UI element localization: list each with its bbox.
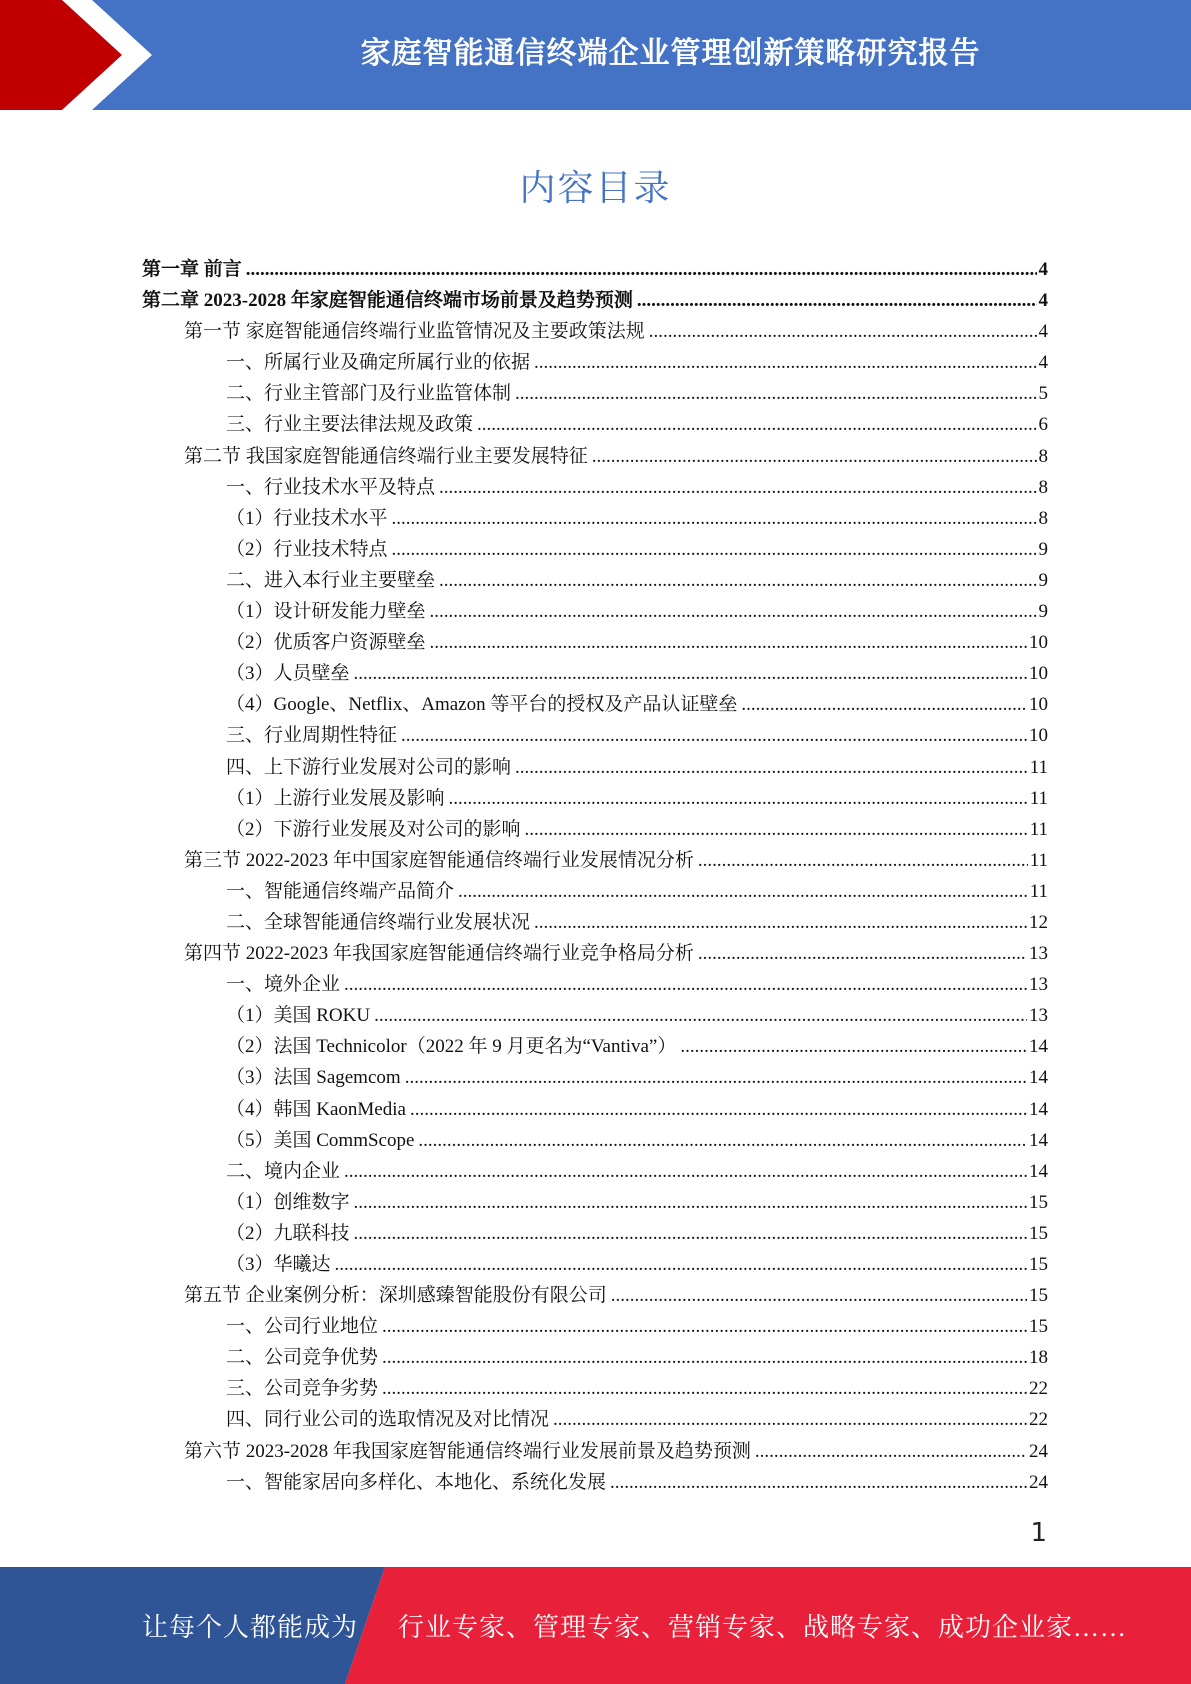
toc-entry-page: 9 <box>1038 601 1048 623</box>
toc-entry-label: 二、进入本行业主要壁垒 <box>226 569 436 591</box>
toc-entry[interactable] <box>142 1249 1048 1280</box>
toc-dot-leader <box>344 969 1027 1000</box>
toc-entry-label: （1）设计研发能力壁垒 <box>226 601 426 623</box>
toc-entry[interactable] <box>142 689 1048 720</box>
toc-entry-label: 一、境外企业 <box>226 974 341 996</box>
toc-heading: 内容目录 <box>519 168 672 209</box>
toc-entry-label: 第三节 2022-2023 年中国家庭智能通信终端行业发展情况分析 <box>184 849 694 871</box>
toc-dot-leader <box>382 1311 1027 1342</box>
toc-dot-leader <box>439 565 1036 596</box>
toc-dot-leader <box>755 1436 1027 1467</box>
toc-dot-leader <box>515 378 1036 409</box>
footer-slogan-left: 让每个人都能成为 <box>142 1613 359 1642</box>
toc-entry[interactable] <box>142 907 1048 938</box>
toc-entry-page: 5 <box>1038 383 1048 405</box>
toc-dot-leader <box>637 285 1037 316</box>
toc-entry-page: 22 <box>1029 1409 1048 1431</box>
toc-dot-leader <box>649 316 1037 347</box>
toc-entry-label: （3）人员壁垒 <box>226 663 350 685</box>
toc-dot-leader <box>680 1031 1027 1062</box>
toc-dot-leader <box>525 814 1028 845</box>
toc-entry[interactable] <box>142 1062 1048 1093</box>
toc-entry-page: 11 <box>1029 787 1048 809</box>
toc-entry-label: 第一节 家庭智能通信终端行业监管情况及主要政策法规 <box>184 321 645 343</box>
toc-entry[interactable] <box>142 1094 1048 1125</box>
toc-entry[interactable] <box>142 472 1048 503</box>
toc-entry-label: （4）Google、Netflix、Amazon 等平台的授权及产品认证壁垒 <box>226 694 738 716</box>
toc-entry-label: （1）创维数字 <box>226 1191 350 1213</box>
toc-entry[interactable] <box>142 378 1048 409</box>
toc-dot-leader <box>698 845 1028 876</box>
toc-entry-page: 15 <box>1029 1316 1048 1338</box>
toc-dot-leader <box>477 409 1036 440</box>
toc-dot-leader <box>449 783 1028 814</box>
toc-dot-leader <box>592 441 1037 472</box>
toc-entry[interactable] <box>142 503 1048 534</box>
toc-entry-label: （3）法国 Sagemcom <box>226 1067 401 1089</box>
toc-dot-leader <box>553 1404 1027 1435</box>
toc-entry-label: （2）九联科技 <box>226 1222 350 1244</box>
toc-entry-page: 11 <box>1029 880 1048 902</box>
toc-entry-label: 第四节 2022-2023 年我国家庭智能通信终端行业竞争格局分析 <box>184 943 694 965</box>
toc-entry-page: 11 <box>1029 849 1048 871</box>
report-title: 家庭智能通信终端企业管理创新策略研究报告 <box>360 36 981 71</box>
toc-entry[interactable] <box>142 720 1048 751</box>
toc-entry[interactable] <box>142 1218 1048 1249</box>
toc-entry-label: 三、公司竞争劣势 <box>226 1378 379 1400</box>
toc-entry-page: 15 <box>1029 1191 1048 1213</box>
toc-dot-leader <box>534 347 1036 378</box>
toc-entry[interactable] <box>142 814 1048 845</box>
toc-entry-label: （2）行业技术特点 <box>226 538 388 560</box>
toc-entry-label: 二、境内企业 <box>226 1160 341 1182</box>
toc-entry[interactable] <box>142 1373 1048 1404</box>
toc-entry-label: （3）华曦达 <box>226 1254 331 1275</box>
toc-entry-label: 一、公司行业地位 <box>226 1316 379 1338</box>
toc-entry[interactable] <box>142 534 1048 565</box>
page-header <box>0 0 1191 110</box>
toc-entry-page: 15 <box>1029 1254 1048 1275</box>
toc-entry-page: 24 <box>1029 1440 1048 1462</box>
toc-entry-page: 10 <box>1029 725 1048 747</box>
toc-entry-label: 一、所属行业及确定所属行业的依据 <box>226 352 531 374</box>
toc-entry-label: 一、行业技术水平及特点 <box>226 476 436 498</box>
toc-entry[interactable] <box>142 876 1048 907</box>
toc-dot-leader <box>354 658 1027 689</box>
toc-dot-leader <box>246 254 1037 285</box>
toc-dot-leader <box>458 876 1028 907</box>
toc-entry[interactable] <box>142 627 1048 658</box>
toc-dot-leader <box>382 1342 1027 1373</box>
toc-entry[interactable] <box>142 1187 1048 1218</box>
toc-dot-leader <box>430 596 1037 627</box>
toc-dot-leader <box>405 1062 1027 1093</box>
toc-entry-page: 9 <box>1038 538 1048 560</box>
toc-entry-label: 二、全球智能通信终端行业发展状况 <box>226 911 531 933</box>
toc-entry[interactable] <box>142 1000 1048 1031</box>
toc-dot-leader <box>698 938 1027 969</box>
toc-dot-leader <box>401 720 1027 751</box>
toc-entry[interactable] <box>142 845 1048 876</box>
toc-entry-page: 4 <box>1038 259 1048 280</box>
toc-entry-page: 18 <box>1029 1347 1048 1369</box>
toc-dot-leader <box>410 1094 1027 1125</box>
toc-entry-page: 8 <box>1038 507 1048 529</box>
toc-entry[interactable] <box>142 596 1048 627</box>
toc-dot-leader <box>344 1156 1027 1187</box>
toc-entry-label: 第一章 前言 <box>142 259 242 280</box>
toc-entry[interactable] <box>142 1342 1048 1373</box>
toc-entry-label: 四、同行业公司的选取情况及对比情况 <box>226 1409 550 1431</box>
toc-entry-page: 24 <box>1029 1471 1048 1493</box>
toc-dot-leader <box>392 534 1037 565</box>
toc-entry[interactable] <box>142 1280 1048 1311</box>
toc-entry-page: 14 <box>1029 1098 1048 1120</box>
toc-entry[interactable] <box>142 1311 1048 1342</box>
toc-dot-leader <box>515 752 1028 783</box>
toc-entry[interactable] <box>142 752 1048 783</box>
toc-entry[interactable] <box>142 1467 1048 1498</box>
toc-entry-page: 9 <box>1038 569 1048 591</box>
toc-entry-label: 第二节 我国家庭智能通信终端行业主要发展特征 <box>184 445 588 467</box>
toc-entry-label: 二、公司竞争优势 <box>226 1347 379 1369</box>
toc-dot-leader <box>534 907 1027 938</box>
toc-entry-page: 4 <box>1038 352 1048 374</box>
toc-entry-page: 6 <box>1038 414 1048 436</box>
toc-entry-label: （4）韩国 KaonMedia <box>226 1098 406 1120</box>
table-of-contents <box>142 254 1048 1498</box>
toc-entry[interactable] <box>142 783 1048 814</box>
toc-dot-leader <box>610 1467 1027 1498</box>
toc-entry[interactable] <box>142 1031 1048 1062</box>
toc-entry[interactable] <box>142 441 1048 472</box>
toc-entry-label: （2）下游行业发展及对公司的影响 <box>226 818 521 840</box>
toc-entry-page: 15 <box>1029 1285 1048 1307</box>
toc-entry-label: （5）美国 CommScope <box>226 1129 415 1151</box>
toc-entry-page: 8 <box>1038 445 1048 467</box>
toc-entry-label: （2）法国 Technicolor（2022 年 9 月更名为“Vantiva”） <box>226 1036 677 1058</box>
toc-entry-label: （1）行业技术水平 <box>226 507 388 529</box>
toc-entry-label: 四、上下游行业发展对公司的影响 <box>226 756 512 778</box>
toc-entry-page: 11 <box>1029 818 1048 840</box>
toc-entry-label: 三、行业周期性特征 <box>226 725 398 747</box>
toc-entry-page: 11 <box>1029 756 1048 778</box>
page-number: 1 <box>1030 1518 1047 1548</box>
toc-entry-page: 12 <box>1029 911 1048 933</box>
toc-entry-page: 10 <box>1029 632 1048 654</box>
toc-entry-page: 10 <box>1029 694 1048 716</box>
toc-dot-leader <box>430 627 1027 658</box>
page-footer <box>0 1567 1191 1684</box>
toc-entry-label: （1）美国 ROKU <box>226 1005 371 1027</box>
toc-entry[interactable] <box>142 1436 1048 1467</box>
toc-entry-page: 4 <box>1038 290 1048 312</box>
toc-entry-label: 第二章 2023-2028 年家庭智能通信终端市场前景及趋势预测 <box>142 290 633 312</box>
toc-entry[interactable] <box>142 565 1048 596</box>
toc-entry-label: （1）上游行业发展及影响 <box>226 787 445 809</box>
toc-entry-page: 8 <box>1038 476 1048 498</box>
toc-dot-leader <box>611 1280 1027 1311</box>
toc-entry-page: 13 <box>1029 974 1048 996</box>
toc-entry-page: 14 <box>1029 1160 1048 1182</box>
toc-entry[interactable] <box>142 658 1048 689</box>
toc-entry-label: 一、智能通信终端产品简介 <box>226 880 455 902</box>
toc-entry[interactable] <box>142 409 1048 440</box>
toc-entry-page: 13 <box>1029 943 1048 965</box>
toc-entry-page: 13 <box>1029 1005 1048 1027</box>
toc-entry[interactable] <box>142 1156 1048 1187</box>
toc-entry[interactable] <box>142 285 1048 316</box>
toc-dot-leader <box>418 1125 1027 1156</box>
toc-entry[interactable] <box>142 347 1048 378</box>
toc-dot-leader <box>374 1000 1027 1031</box>
toc-entry-label: 第五节 企业案例分析：深圳感臻智能股份有限公司 <box>184 1285 607 1307</box>
toc-dot-leader <box>335 1249 1027 1280</box>
toc-entry[interactable] <box>142 254 1048 285</box>
toc-dot-leader <box>741 689 1027 720</box>
footer-slogan-right: 行业专家、管理专家、营销专家、战略专家、成功企业家…… <box>398 1613 1128 1642</box>
toc-dot-leader <box>382 1373 1027 1404</box>
toc-entry[interactable] <box>142 938 1048 969</box>
toc-entry[interactable] <box>142 316 1048 347</box>
toc-entry-label: 二、行业主管部门及行业监管体制 <box>226 383 512 405</box>
toc-entry-page: 14 <box>1029 1036 1048 1058</box>
toc-entry-page: 14 <box>1029 1067 1048 1089</box>
toc-entry-label: 第六节 2023-2028 年我国家庭智能通信终端行业发展前景及趋势预测 <box>184 1440 751 1462</box>
toc-entry-page: 15 <box>1029 1222 1048 1244</box>
toc-entry-page: 4 <box>1038 321 1048 343</box>
toc-entry-page: 10 <box>1029 663 1048 685</box>
toc-entry-page: 14 <box>1029 1129 1048 1151</box>
toc-entry-label: 一、智能家居向多样化、本地化、系统化发展 <box>226 1471 607 1493</box>
toc-dot-leader <box>439 472 1036 503</box>
toc-entry-page: 22 <box>1029 1378 1048 1400</box>
toc-dot-leader <box>354 1187 1027 1218</box>
toc-dot-leader <box>392 503 1037 534</box>
toc-entry-label: 三、行业主要法律法规及政策 <box>226 414 474 436</box>
toc-entry-label: （2）优质客户资源壁垒 <box>226 632 426 654</box>
toc-entry[interactable] <box>142 1404 1048 1435</box>
toc-entry[interactable] <box>142 969 1048 1000</box>
toc-dot-leader <box>354 1218 1027 1249</box>
toc-entry[interactable] <box>142 1125 1048 1156</box>
